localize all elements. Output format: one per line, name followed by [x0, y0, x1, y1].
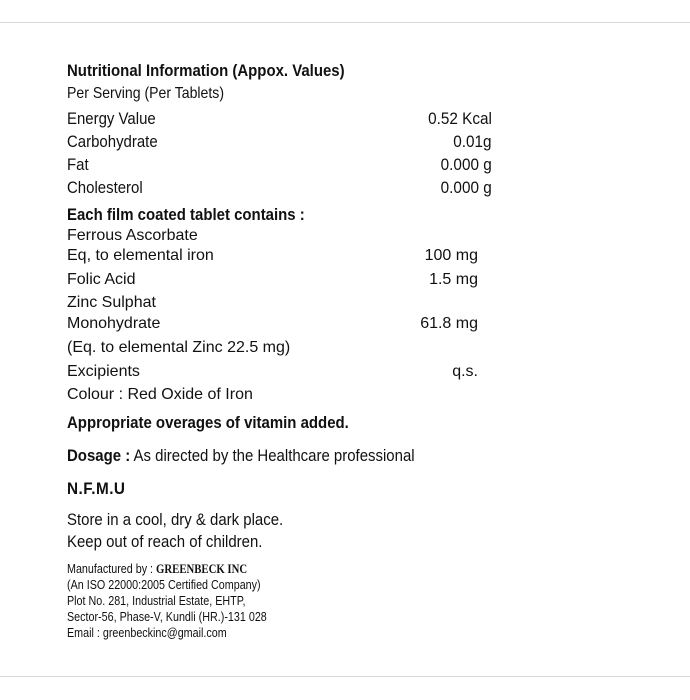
nutrition-heading: Nutritional Information (Appox. Values)	[67, 61, 345, 80]
bottom-divider	[0, 676, 690, 677]
nutrition-row-value: 0.01g	[453, 132, 492, 151]
manufacturer-email: Email : greenbeckinc@gmail.com	[67, 626, 227, 640]
storage-line-2: Keep out of reach of children.	[67, 532, 263, 551]
manufacturer-name: GREENBECK INC	[156, 562, 248, 576]
nutrition-row-value: 0.52 Kcal	[428, 109, 492, 128]
iron-label: Eq, to elemental iron	[67, 247, 214, 264]
nfmu-label: N.F.M.U	[67, 479, 126, 498]
excipients-label: Excipients	[67, 363, 140, 380]
nutrition-row-value: 0.000 g	[440, 178, 492, 197]
zinc-equivalent-note: (Eq. to elemental Zinc 22.5 mg)	[67, 339, 291, 356]
manufacturer-address-line: (An ISO 22000:2005 Certified Company)	[67, 578, 261, 592]
dosage-line	[67, 447, 462, 464]
top-divider	[0, 22, 690, 23]
storage-line-1: Store in a cool, dry & dark place.	[67, 510, 284, 529]
folic-acid-label: Folic Acid	[67, 271, 136, 288]
nutrition-row-label: Energy Value	[67, 109, 156, 128]
folic-acid-value: 1.5 mg	[429, 271, 478, 288]
zinc-value: 61.8 mg	[420, 315, 478, 332]
manufacturer-address-line: Plot No. 281, Industrial Estate, EHTP,	[67, 594, 246, 608]
zinc-sulphat-label: Zinc Sulphat	[67, 294, 156, 311]
manufacturer-prefix: Manufactured by :	[67, 562, 157, 576]
dosage-text: As directed by the Healthcare professional	[133, 446, 415, 465]
ferrous-ascorbate-label: Ferrous Ascorbate	[67, 227, 198, 244]
manufacturer-address-line: Sector-56, Phase-V, Kundli (HR.)-131 028	[67, 610, 267, 624]
iron-value: 100 mg	[424, 247, 478, 264]
manufacturer-line	[67, 563, 276, 576]
serving-text: Per Serving (Per Tablets)	[67, 85, 225, 102]
dosage-label: Dosage :	[67, 446, 131, 465]
nutrition-row-value: 0.000 g	[440, 155, 492, 174]
nutrition-row-label: Carbohydrate	[67, 132, 158, 151]
colour-line: Colour : Red Oxide of Iron	[67, 386, 253, 403]
excipients-value: q.s.	[452, 363, 478, 380]
composition-heading: Each film coated tablet contains :	[67, 205, 305, 224]
nutrition-row-label: Cholesterol	[67, 178, 143, 197]
monohydrate-label: Monohydrate	[67, 315, 161, 332]
nutrition-row-label: Fat	[67, 155, 89, 174]
overages-note: Appropriate overages of vitamin added.	[67, 413, 349, 432]
